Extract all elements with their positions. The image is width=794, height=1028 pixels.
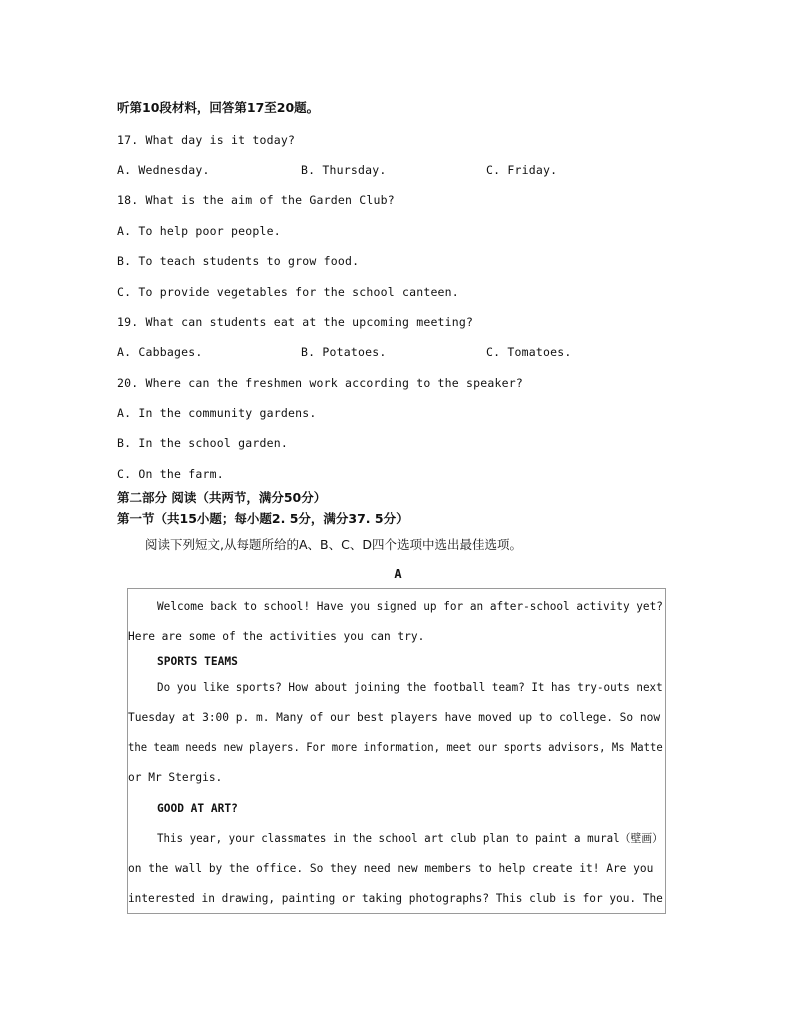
question-stem-17: 17. What day is it today? (117, 133, 296, 147)
option-17-b: B. Thursday. (301, 163, 387, 177)
option-20-b: B. In the school garden. (117, 436, 288, 450)
option-19-c: C. Tomatoes. (486, 345, 572, 359)
passage-line: the team needs new players. For more information, meet our sports advisors, Ms Matte (128, 741, 663, 754)
passage-label: A (394, 567, 402, 581)
instruction-text: 阅读下列短文,从每题所给的A、B、C、D四个选项中选出最佳选项。 (145, 537, 522, 552)
option-18-a: A. To help poor people. (117, 224, 281, 238)
passage-heading-sports: SPORTS TEAMS (157, 655, 238, 668)
passage-line: Tuesday at 3:00 p. m. Many of our best players have moved up to college. So now (128, 711, 661, 724)
passage-line: on the wall by the office. So they need new members to help create it! Are you (128, 862, 654, 875)
passage-box (127, 588, 666, 914)
section-subheader: 第一节（共15小题；每小题2. 5分，满分37. 5分） (117, 511, 409, 526)
section-header: 听第10段材料，回答第17至20题。 (117, 100, 320, 115)
option-18-c: C. To provide vegetables for the school canteen. (117, 285, 459, 299)
question-stem-20: 20. Where can the freshmen work according to the speaker? (117, 376, 524, 390)
question-stem-19: 19. What can students eat at the upcoming meeting? (117, 315, 474, 329)
question-stem-18: 18. What is the aim of the Garden Club? (117, 193, 395, 207)
option-17-c: C. Friday. (486, 163, 558, 177)
passage-line: This year, your classmates in the school art club plan to paint a mural（壁画） (157, 832, 663, 845)
option-19-a: A. Cabbages. (117, 345, 203, 359)
passage-line: interested in drawing, painting or taking photographs? This club is for you. The (128, 892, 663, 905)
option-18-b: B. To teach students to grow food. (117, 254, 360, 268)
passage-line: Do you like sports? How about joining the football team? It has try-outs next (157, 681, 663, 694)
option-20-a: A. In the community gardens. (117, 406, 317, 420)
option-17-a: A. Wednesday. (117, 163, 210, 177)
passage-line: or Mr Stergis. (128, 771, 223, 784)
part-header: 第二部分 阅读（共两节，满分50分） (117, 490, 327, 505)
passage-heading-art: GOOD AT ART? (157, 802, 238, 815)
passage-line: Here are some of the activities you can try. (128, 630, 425, 643)
passage-line: Welcome back to school! Have you signed up for an after-school activity yet? (157, 600, 663, 613)
option-19-b: B. Potatoes. (301, 345, 387, 359)
option-20-c: C. On the farm. (117, 467, 224, 481)
